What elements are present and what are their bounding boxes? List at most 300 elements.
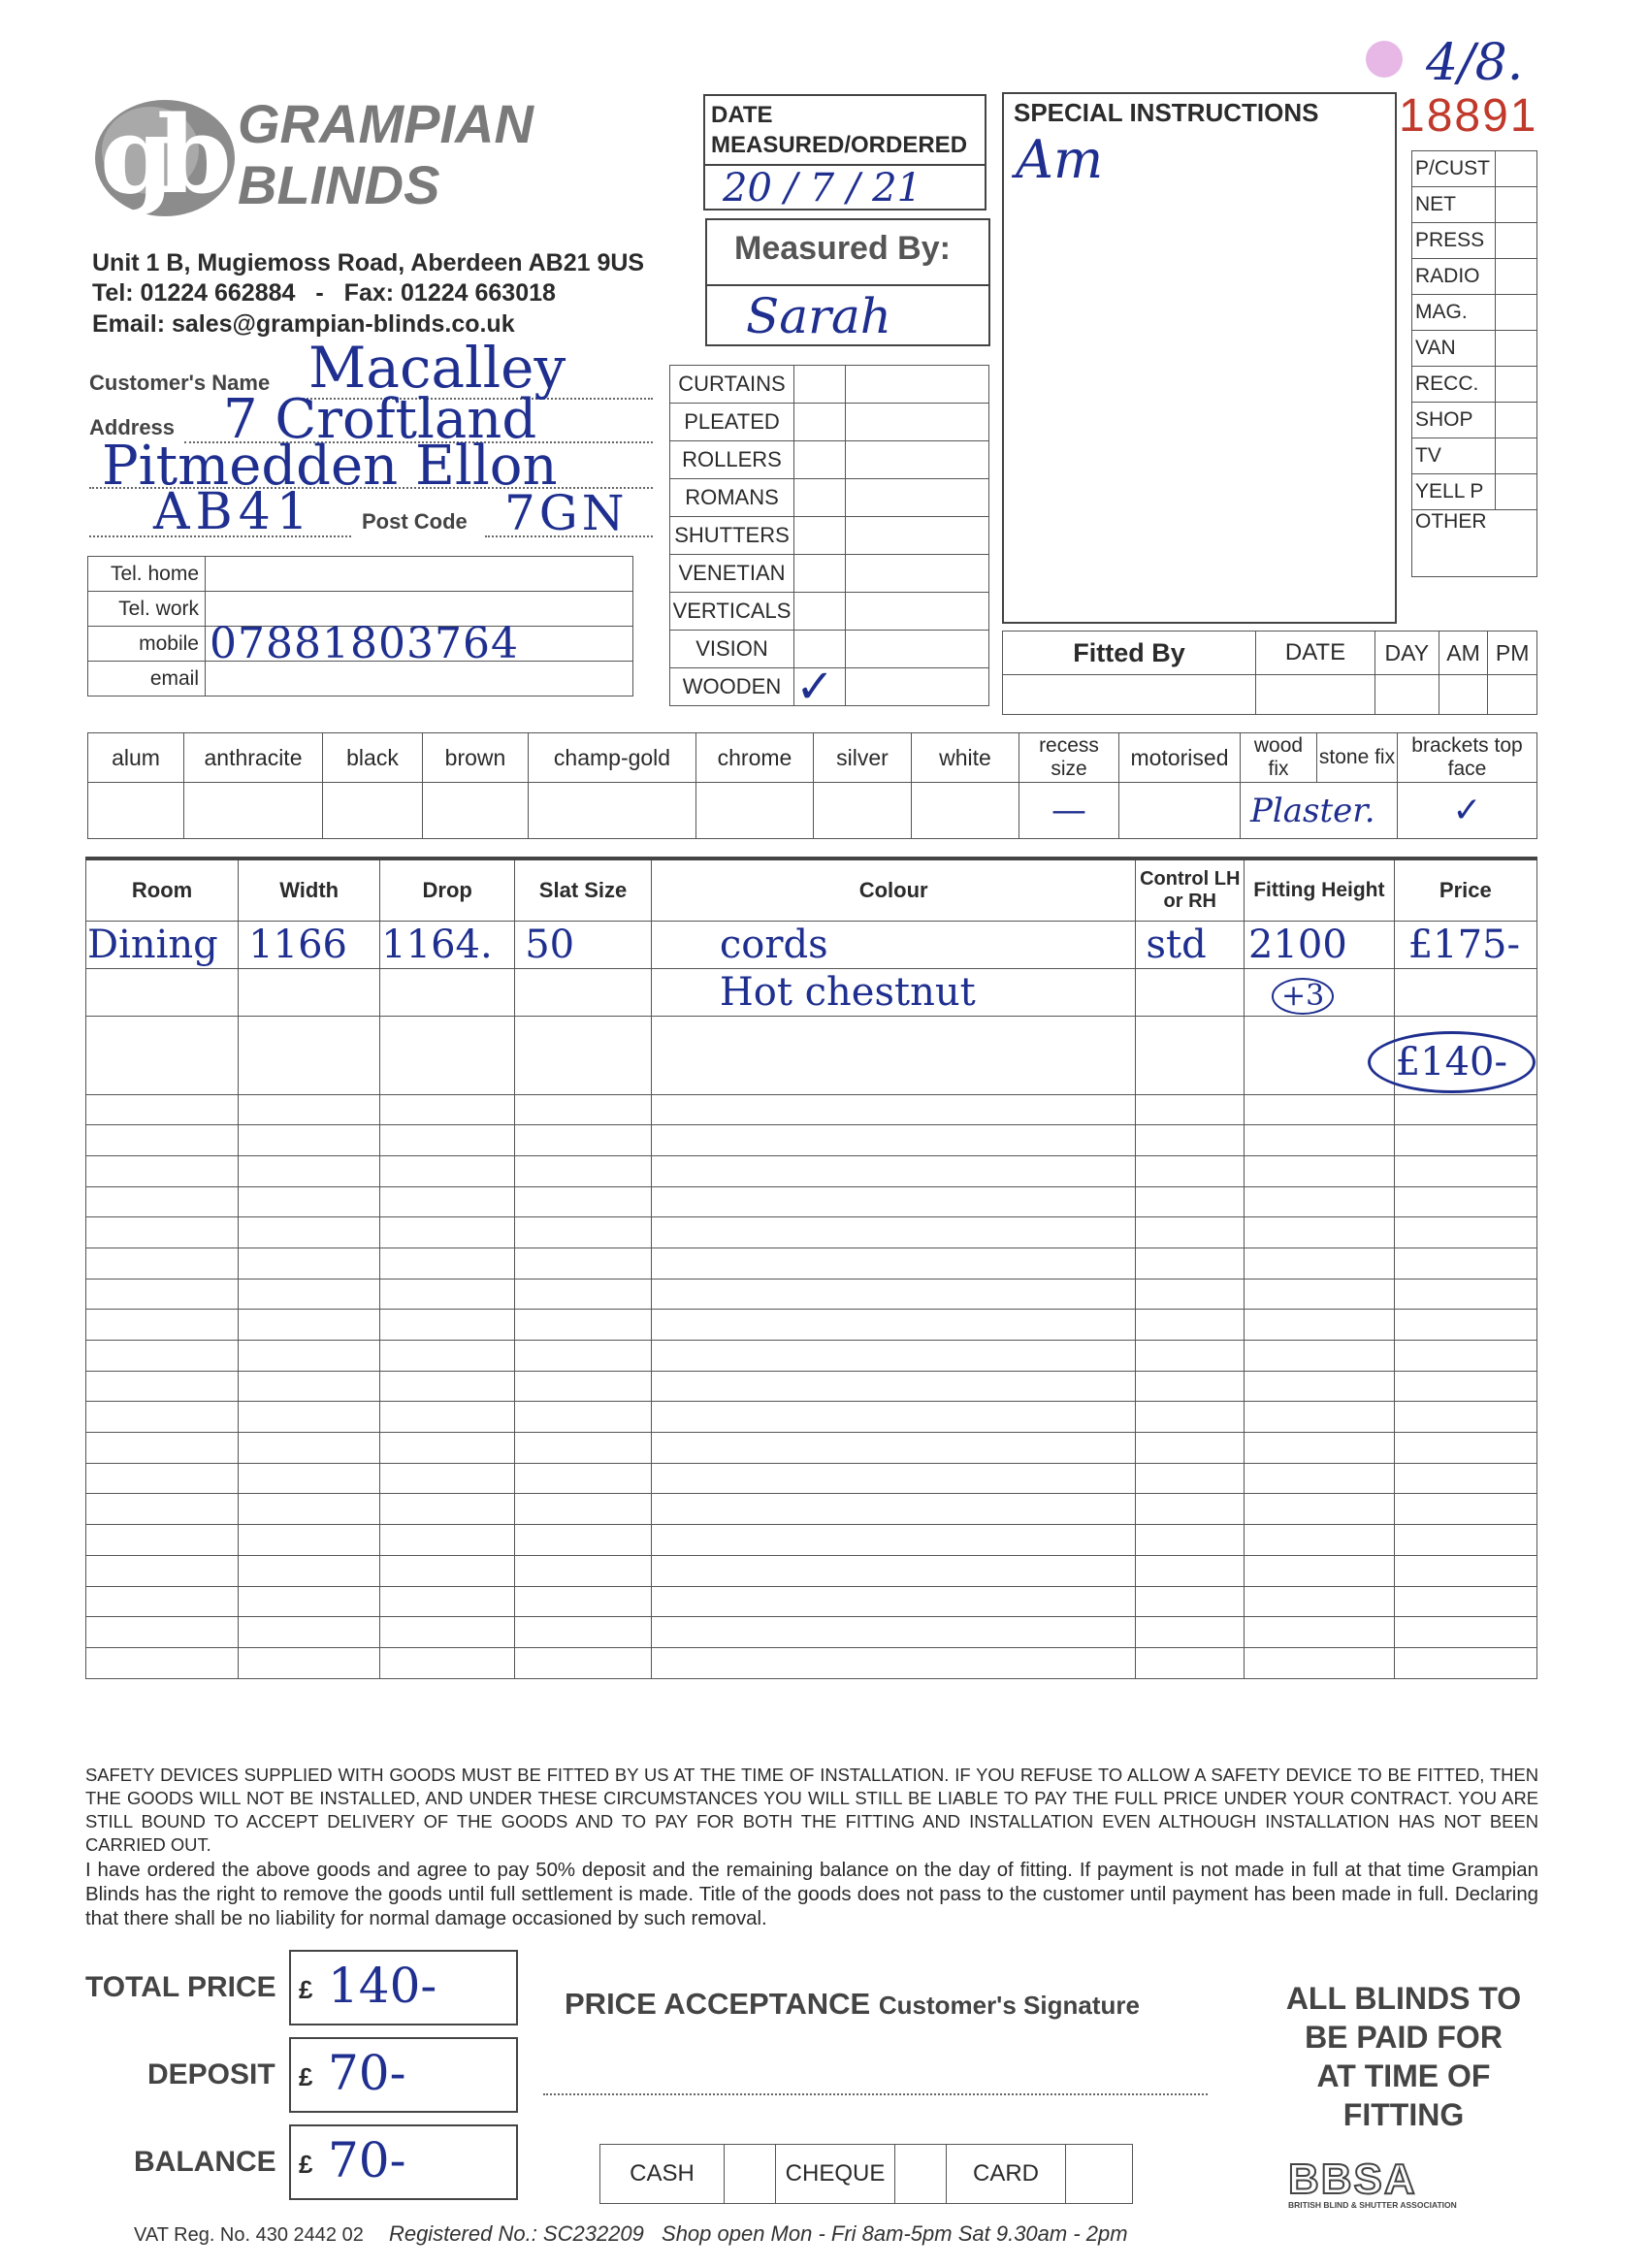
price-acceptance <box>565 1987 1140 2022</box>
order-cell-empty[interactable] <box>651 1555 1136 1586</box>
phone-label: Tel. work <box>88 592 206 627</box>
company-name-line2: BLINDS <box>238 154 440 215</box>
order-cell-empty[interactable] <box>1394 1217 1536 1248</box>
order-cell-empty[interactable] <box>380 1494 515 1525</box>
order-cell-empty[interactable] <box>515 1402 652 1433</box>
finish-header: chrome <box>696 733 814 783</box>
order-cell-empty[interactable] <box>515 1617 652 1648</box>
order-cell-empty[interactable] <box>86 1494 239 1525</box>
order-cell-empty[interactable] <box>86 1463 239 1494</box>
finish-value[interactable] <box>423 783 529 839</box>
order-cell-empty[interactable] <box>651 1525 1136 1556</box>
order-cell-empty[interactable] <box>1136 1125 1245 1156</box>
order-cell-empty[interactable] <box>651 1463 1136 1494</box>
order-cell-empty[interactable] <box>239 1433 380 1464</box>
order-cell-empty[interactable] <box>380 1247 515 1279</box>
order-cell-empty[interactable] <box>1136 1094 1245 1125</box>
phone-value <box>206 557 633 592</box>
order-cell-empty[interactable] <box>239 1371 380 1402</box>
order-cell-empty[interactable] <box>380 1586 515 1617</box>
table-row-empty <box>86 1617 1537 1648</box>
order-cell-empty[interactable] <box>380 1094 515 1125</box>
order-cell-empty[interactable] <box>651 1494 1136 1525</box>
order-cell-empty[interactable] <box>651 1094 1136 1125</box>
phone-label: mobile <box>88 627 206 662</box>
order-cell-empty[interactable] <box>239 1279 380 1310</box>
order-cell-empty[interactable] <box>1394 1647 1536 1678</box>
order-cell-empty[interactable] <box>1136 1402 1245 1433</box>
order-cell-empty[interactable] <box>1245 1525 1395 1556</box>
source-label: YELL P <box>1412 474 1496 510</box>
address-line2: Pitmedden Ellon <box>102 435 558 498</box>
payment-cash-box[interactable] <box>725 2145 776 2204</box>
finish-value[interactable] <box>323 783 423 839</box>
order-cell-empty[interactable] <box>86 1094 239 1125</box>
payment-cheque-label: CHEQUE <box>776 2145 895 2204</box>
fitted-am-label: AM <box>1439 632 1488 675</box>
total-price-value: 140- <box>328 1958 437 2014</box>
order-cell-empty[interactable] <box>515 1217 652 1248</box>
phone-label: Tel. home <box>88 557 206 592</box>
order-slat[interactable]: 50 <box>515 921 652 968</box>
order-cell-empty[interactable] <box>86 1617 239 1648</box>
order-room[interactable] <box>86 1016 239 1094</box>
table-row <box>86 1016 1537 1094</box>
order-cell-empty[interactable] <box>515 1555 652 1586</box>
order-cell-empty[interactable] <box>651 1402 1136 1433</box>
order-cell-empty[interactable] <box>515 1647 652 1678</box>
order-cell-empty[interactable] <box>1136 1555 1245 1586</box>
order-cell-empty[interactable] <box>515 1094 652 1125</box>
order-cell-empty[interactable] <box>86 1310 239 1341</box>
finish-header: brown <box>423 733 529 783</box>
company-email: Email: sales@grampian-blinds.co.uk <box>92 310 515 338</box>
order-cell-empty[interactable] <box>1394 1402 1536 1433</box>
order-cell-empty[interactable] <box>1394 1125 1536 1156</box>
product-label: WOODEN <box>670 668 794 706</box>
order-width[interactable]: 1166 <box>239 921 380 968</box>
table-row-empty <box>86 1125 1537 1156</box>
table-row-empty <box>86 1647 1537 1678</box>
order-cell-empty[interactable] <box>380 1341 515 1372</box>
fitted-day-label: DAY <box>1375 632 1439 675</box>
order-cell-empty[interactable] <box>1136 1525 1245 1556</box>
order-cell-empty[interactable] <box>380 1525 515 1556</box>
product-mark[interactable] <box>794 479 846 517</box>
order-cell-empty[interactable] <box>239 1186 380 1217</box>
order-cell-empty[interactable] <box>380 1217 515 1248</box>
product-label: VENETIAN <box>670 555 794 593</box>
order-cell-empty[interactable] <box>380 1186 515 1217</box>
order-cell-empty[interactable] <box>515 1371 652 1402</box>
order-cell-empty[interactable] <box>1136 1217 1245 1248</box>
order-cell-empty[interactable] <box>1136 1247 1245 1279</box>
company-fax: Fax: 01224 663018 <box>343 279 556 307</box>
order-cell-empty[interactable] <box>1136 1494 1245 1525</box>
table-row-empty <box>86 1247 1537 1279</box>
finish-value[interactable] <box>814 783 912 839</box>
order-cell-empty[interactable] <box>651 1341 1136 1372</box>
order-cell-empty[interactable] <box>239 1217 380 1248</box>
source-label: MAG. <box>1412 295 1496 331</box>
source-label: RECC. <box>1412 367 1496 403</box>
order-cell-empty[interactable] <box>239 1247 380 1279</box>
address-label: Address <box>89 415 176 439</box>
order-cell-empty[interactable] <box>1245 1494 1395 1525</box>
table-row <box>86 921 1537 968</box>
order-width[interactable] <box>239 1016 380 1094</box>
order-cell-empty[interactable] <box>86 1371 239 1402</box>
order-cell-empty[interactable] <box>239 1525 380 1556</box>
order-cell-empty[interactable] <box>380 1310 515 1341</box>
order-cell-empty[interactable] <box>1394 1247 1536 1279</box>
order-cell-empty[interactable] <box>380 1617 515 1648</box>
order-colour[interactable]: cords <box>651 921 1136 968</box>
order-cell-empty[interactable] <box>380 1402 515 1433</box>
fitted-by-table <box>1002 631 1537 715</box>
order-cell-empty[interactable] <box>86 1647 239 1678</box>
order-cell-empty[interactable] <box>1245 1586 1395 1617</box>
product-label: CURTAINS <box>670 366 794 404</box>
order-cell-empty[interactable] <box>515 1586 652 1617</box>
product-mark[interactable] <box>794 441 846 479</box>
order-cell-empty[interactable] <box>1394 1555 1536 1586</box>
order-cell-empty[interactable] <box>1245 1279 1395 1310</box>
payment-cheque-box[interactable] <box>895 2145 947 2204</box>
order-cell-empty[interactable] <box>651 1433 1136 1464</box>
date-label: DATE MEASURED/ORDERED <box>711 102 968 158</box>
safety-terms: SAFETY DEVICES SUPPLIED WITH GOODS MUST BE FITTED BY US AT THE TIME OF INSTALLATION. IF YOU REFUSE TO ALLOW A SAFETY DEVICE TO BE FITTED, THEN THE GOODS WILL NOT BE INSTALLED, AND UNDER THESE CIRCUMSTANCES YOU WILL STILL BE LIABLE TO PAY THE FULL PRICE UNDER YOUR CONTRACT. YOU ARE STILL BOUND TO ACCEPT DELIVERY OF THE GOODS AND TO PAY FOR BOTH THE FITTING AND INSTALLATION EVEN ALTHOUGH INSTALLATION HAS NOT BEEN CARRIED OUT. <box>85 1765 1538 1855</box>
order-cell-empty[interactable] <box>1136 1433 1245 1464</box>
order-cell-empty[interactable] <box>1394 1310 1536 1341</box>
deposit-currency: £ <box>299 2062 313 2091</box>
order-cell-empty[interactable] <box>86 1555 239 1586</box>
order-slat[interactable] <box>515 1016 652 1094</box>
order-cell-empty[interactable] <box>651 1310 1136 1341</box>
source-label: RADIO <box>1412 259 1496 295</box>
finish-value[interactable] <box>1119 783 1241 839</box>
order-drop[interactable] <box>380 968 515 1016</box>
order-cell-empty[interactable] <box>1394 1341 1536 1372</box>
company-tel: Tel: 01224 662884 <box>92 279 296 307</box>
order-cell-empty[interactable] <box>651 1217 1136 1248</box>
order-cell-empty[interactable] <box>1136 1279 1245 1310</box>
finish-header: wood fix <box>1241 733 1317 783</box>
order-cell-empty[interactable] <box>380 1125 515 1156</box>
deposit-label: DEPOSIT <box>147 2058 275 2090</box>
table-row-empty <box>86 1310 1537 1341</box>
order-cell-empty[interactable] <box>651 1647 1136 1678</box>
order-price[interactable]: £175- <box>1394 921 1536 968</box>
order-room[interactable]: Dining <box>86 921 239 968</box>
order-colour[interactable]: Hot chestnut <box>651 968 1136 1016</box>
order-cell-empty[interactable] <box>380 1433 515 1464</box>
order-cell-empty[interactable] <box>1136 1647 1245 1678</box>
order-slat[interactable] <box>515 968 652 1016</box>
footer-hours: Shop open Mon - Fri 8am-5pm Sat 9.30am - 2pm <box>662 2221 1128 2246</box>
order-cell-empty[interactable] <box>239 1494 380 1525</box>
order-cell-empty[interactable] <box>1245 1186 1395 1217</box>
order-cell-empty[interactable] <box>1245 1463 1395 1494</box>
payment-cash-label: CASH <box>600 2145 725 2204</box>
signature-line[interactable] <box>543 2093 1208 2095</box>
notice-line: AT TIME OF <box>1316 2058 1491 2093</box>
order-cell-empty[interactable] <box>380 1555 515 1586</box>
order-cell-empty[interactable] <box>239 1125 380 1156</box>
order-header: Room <box>86 859 239 921</box>
order-control[interactable] <box>1136 1016 1245 1094</box>
order-cell-empty[interactable] <box>1394 1586 1536 1617</box>
order-cell-empty[interactable] <box>380 1371 515 1402</box>
order-cell-empty[interactable] <box>651 1125 1136 1156</box>
order-cell-empty[interactable] <box>86 1402 239 1433</box>
measured-by-box <box>705 218 990 346</box>
order-cell-empty[interactable] <box>239 1617 380 1648</box>
order-cell-empty[interactable] <box>1394 1279 1536 1310</box>
order-cell-empty[interactable] <box>651 1586 1136 1617</box>
source-label: SHOP <box>1412 403 1496 438</box>
order-cell-empty[interactable] <box>380 1463 515 1494</box>
phone-value: 07881803764 <box>206 627 633 662</box>
order-cell-empty[interactable] <box>239 1310 380 1341</box>
order-cell-empty[interactable] <box>1394 1525 1536 1556</box>
footer <box>134 2221 1128 2247</box>
order-cell-empty[interactable] <box>651 1247 1136 1279</box>
finish-value[interactable]: — <box>1019 783 1119 839</box>
table-row-empty <box>86 1494 1537 1525</box>
agreement-terms: I have ordered the above goods and agree to pay 50% deposit and the remaining balance on the day of fitting. If payment is not made in full at that time Grampian Blinds has the right to remove the goods until full settlement is made. Title of the goods does not pass to the customer until payment has been made in full. Declaring that there shall be no liability for normal damage occasioned by such removal. <box>85 1860 1538 1929</box>
payment-notice <box>1253 1979 1554 2134</box>
postcode-label: Post Code <box>362 509 468 534</box>
finish-header: silver <box>814 733 912 783</box>
source-label: OTHER <box>1412 510 1537 577</box>
order-cell-empty[interactable] <box>515 1279 652 1310</box>
finish-value[interactable] <box>88 783 184 839</box>
payment-card-box[interactable] <box>1066 2145 1133 2204</box>
logo-letters: gb <box>100 92 214 217</box>
notice-line: FITTING <box>1342 2097 1465 2132</box>
balance-label: BALANCE <box>134 2146 276 2178</box>
order-cell-empty[interactable] <box>1394 1494 1536 1525</box>
order-table <box>85 857 1537 1679</box>
deposit-box[interactable] <box>289 2037 518 2113</box>
order-drop[interactable]: 1164. <box>380 921 515 968</box>
order-cell-empty[interactable] <box>1394 1094 1536 1125</box>
total-price-box[interactable] <box>289 1950 518 2025</box>
order-cell-empty[interactable] <box>86 1217 239 1248</box>
customer-name: Macalley <box>308 335 566 401</box>
order-cell-empty[interactable] <box>1245 1371 1395 1402</box>
order-cell-empty[interactable] <box>515 1494 652 1525</box>
finish-value[interactable] <box>529 783 696 839</box>
order-cell-empty[interactable] <box>239 1094 380 1125</box>
table-row-empty <box>86 1402 1537 1433</box>
stamp-dot <box>1366 41 1403 78</box>
order-cell-empty[interactable] <box>1245 1310 1395 1341</box>
order-cell-empty[interactable] <box>380 1647 515 1678</box>
order-cell-empty[interactable] <box>239 1402 380 1433</box>
order-cell-empty[interactable] <box>1136 1617 1245 1648</box>
price-acceptance-sub: Customer's Signature <box>878 1991 1140 2020</box>
balance-box[interactable] <box>289 2124 518 2200</box>
order-cell-empty[interactable] <box>515 1433 652 1464</box>
order-height[interactable] <box>1245 968 1395 1016</box>
table-row-empty <box>86 1341 1537 1372</box>
order-price[interactable] <box>1394 1016 1536 1094</box>
order-room[interactable] <box>86 968 239 1016</box>
table-row-empty <box>86 1217 1537 1248</box>
table-row-empty <box>86 1155 1537 1186</box>
order-cell-empty[interactable] <box>239 1647 380 1678</box>
order-cell-empty[interactable] <box>515 1310 652 1341</box>
customer-name-label: Customer's Name <box>89 371 271 395</box>
total-price-label: TOTAL PRICE <box>85 1971 276 2003</box>
order-height[interactable]: 2100 <box>1245 921 1395 968</box>
order-number: 18891 <box>1399 90 1538 142</box>
order-cell-empty[interactable] <box>380 1155 515 1186</box>
order-header: Price <box>1394 859 1536 921</box>
order-price[interactable] <box>1394 968 1536 1016</box>
order-cell-empty[interactable] <box>86 1247 239 1279</box>
order-cell-empty[interactable] <box>515 1125 652 1156</box>
order-cell-empty[interactable] <box>515 1247 652 1279</box>
order-cell-empty[interactable] <box>86 1341 239 1372</box>
measured-by-label: Measured By: <box>734 230 951 267</box>
order-cell-empty[interactable] <box>1394 1463 1536 1494</box>
order-cell-empty[interactable] <box>1394 1186 1536 1217</box>
balance-currency: £ <box>299 2150 313 2179</box>
source-list <box>1411 150 1537 577</box>
order-cell-empty[interactable] <box>515 1155 652 1186</box>
order-cell-empty[interactable] <box>1245 1217 1395 1248</box>
order-cell-empty[interactable] <box>1245 1155 1395 1186</box>
product-mark[interactable] <box>794 555 846 593</box>
order-cell-empty[interactable] <box>1136 1341 1245 1372</box>
order-cell-empty[interactable] <box>1136 1155 1245 1186</box>
product-mark[interactable] <box>794 366 846 404</box>
company-phones <box>92 279 556 308</box>
order-cell-empty[interactable] <box>1136 1310 1245 1341</box>
finish-value[interactable]: Plaster. <box>1241 783 1398 839</box>
source-label: TV <box>1412 438 1496 474</box>
order-cell-empty[interactable] <box>515 1525 652 1556</box>
order-cell-empty[interactable] <box>1245 1247 1395 1279</box>
order-cell-empty[interactable] <box>239 1463 380 1494</box>
fitting-height-addon: +3 <box>1272 978 1334 1015</box>
special-instructions-box <box>1002 92 1397 624</box>
order-cell-empty[interactable] <box>1394 1371 1536 1402</box>
order-control[interactable]: std <box>1136 921 1245 968</box>
footer-vat: VAT Reg. No. 430 2442 02 <box>134 2224 364 2246</box>
finish-header: stone fix <box>1317 733 1398 783</box>
order-control[interactable] <box>1136 968 1245 1016</box>
fitted-pm-label: PM <box>1488 632 1537 675</box>
date-value: 20 / 7 / 21 <box>723 166 922 211</box>
order-cell-empty[interactable] <box>651 1155 1136 1186</box>
order-cell-empty[interactable] <box>1245 1555 1395 1586</box>
product-mark[interactable] <box>794 404 846 441</box>
product-mark[interactable]: ✓ <box>794 668 846 706</box>
product-mark[interactable] <box>794 593 846 631</box>
order-cell-empty[interactable] <box>651 1279 1136 1310</box>
finish-header: recess size <box>1019 733 1119 783</box>
order-cell-empty[interactable] <box>380 1279 515 1310</box>
finish-header: alum <box>88 733 184 783</box>
order-cell-empty[interactable] <box>515 1463 652 1494</box>
notice-line: ALL BLINDS TO <box>1285 1981 1522 2016</box>
order-cell-empty[interactable] <box>239 1586 380 1617</box>
order-cell-empty[interactable] <box>1245 1402 1395 1433</box>
table-row-empty <box>86 1279 1537 1310</box>
finish-value[interactable] <box>184 783 323 839</box>
company-logo <box>92 92 238 223</box>
balance-value: 70- <box>328 2132 406 2188</box>
finish-value[interactable] <box>912 783 1019 839</box>
phone-table <box>87 556 633 697</box>
order-cell-empty[interactable] <box>515 1186 652 1217</box>
finish-value[interactable]: ✓ <box>1398 783 1537 839</box>
order-drop[interactable] <box>380 1016 515 1094</box>
order-cell-empty[interactable] <box>1136 1463 1245 1494</box>
order-cell-empty[interactable] <box>86 1186 239 1217</box>
order-cell-empty[interactable] <box>1245 1617 1395 1648</box>
order-cell-empty[interactable] <box>239 1341 380 1372</box>
source-label: PRESS <box>1412 223 1496 259</box>
special-instructions-value: Am <box>1016 129 1104 190</box>
table-row-empty <box>86 1555 1537 1586</box>
order-cell-empty[interactable] <box>86 1433 239 1464</box>
order-cell-empty[interactable] <box>1245 1433 1395 1464</box>
order-cell-empty[interactable] <box>239 1155 380 1186</box>
order-cell-empty[interactable] <box>86 1279 239 1310</box>
order-cell-empty[interactable] <box>1394 1155 1536 1186</box>
source-label: VAN <box>1412 331 1496 367</box>
finish-header: anthracite <box>184 733 323 783</box>
order-header: Control LH or RH <box>1136 859 1245 921</box>
order-cell-empty[interactable] <box>1136 1586 1245 1617</box>
order-width[interactable] <box>239 968 380 1016</box>
company-address: Unit 1 B, Mugiemoss Road, Aberdeen AB21 9US <box>92 249 645 276</box>
order-cell-empty[interactable] <box>1245 1647 1395 1678</box>
order-colour[interactable] <box>651 1016 1136 1094</box>
order-cell-empty[interactable] <box>651 1371 1136 1402</box>
order-cell-empty[interactable] <box>86 1125 239 1156</box>
order-cell-empty[interactable] <box>651 1186 1136 1217</box>
order-cell-empty[interactable] <box>86 1155 239 1186</box>
finish-options-table <box>87 732 1537 839</box>
table-row-empty <box>86 1186 1537 1217</box>
finish-value[interactable] <box>696 783 814 839</box>
product-mark[interactable] <box>794 517 846 555</box>
order-cell-empty[interactable] <box>1136 1186 1245 1217</box>
product-label: SHUTTERS <box>670 517 794 555</box>
order-cell-empty[interactable] <box>1245 1125 1395 1156</box>
order-cell-empty[interactable] <box>651 1617 1136 1648</box>
order-cell-empty[interactable] <box>515 1341 652 1372</box>
order-cell-empty[interactable] <box>239 1555 380 1586</box>
order-cell-empty[interactable] <box>1394 1617 1536 1648</box>
table-row-empty <box>86 1371 1537 1402</box>
product-label: ROLLERS <box>670 441 794 479</box>
order-cell-empty[interactable] <box>1136 1371 1245 1402</box>
order-cell-empty[interactable] <box>1394 1433 1536 1464</box>
table-row-empty <box>86 1433 1537 1464</box>
order-cell-empty[interactable] <box>86 1586 239 1617</box>
postcode-prefix: AB41 <box>153 483 314 541</box>
order-cell-empty[interactable] <box>1245 1094 1395 1125</box>
order-cell-empty[interactable] <box>86 1525 239 1556</box>
order-cell-empty[interactable] <box>1245 1341 1395 1372</box>
